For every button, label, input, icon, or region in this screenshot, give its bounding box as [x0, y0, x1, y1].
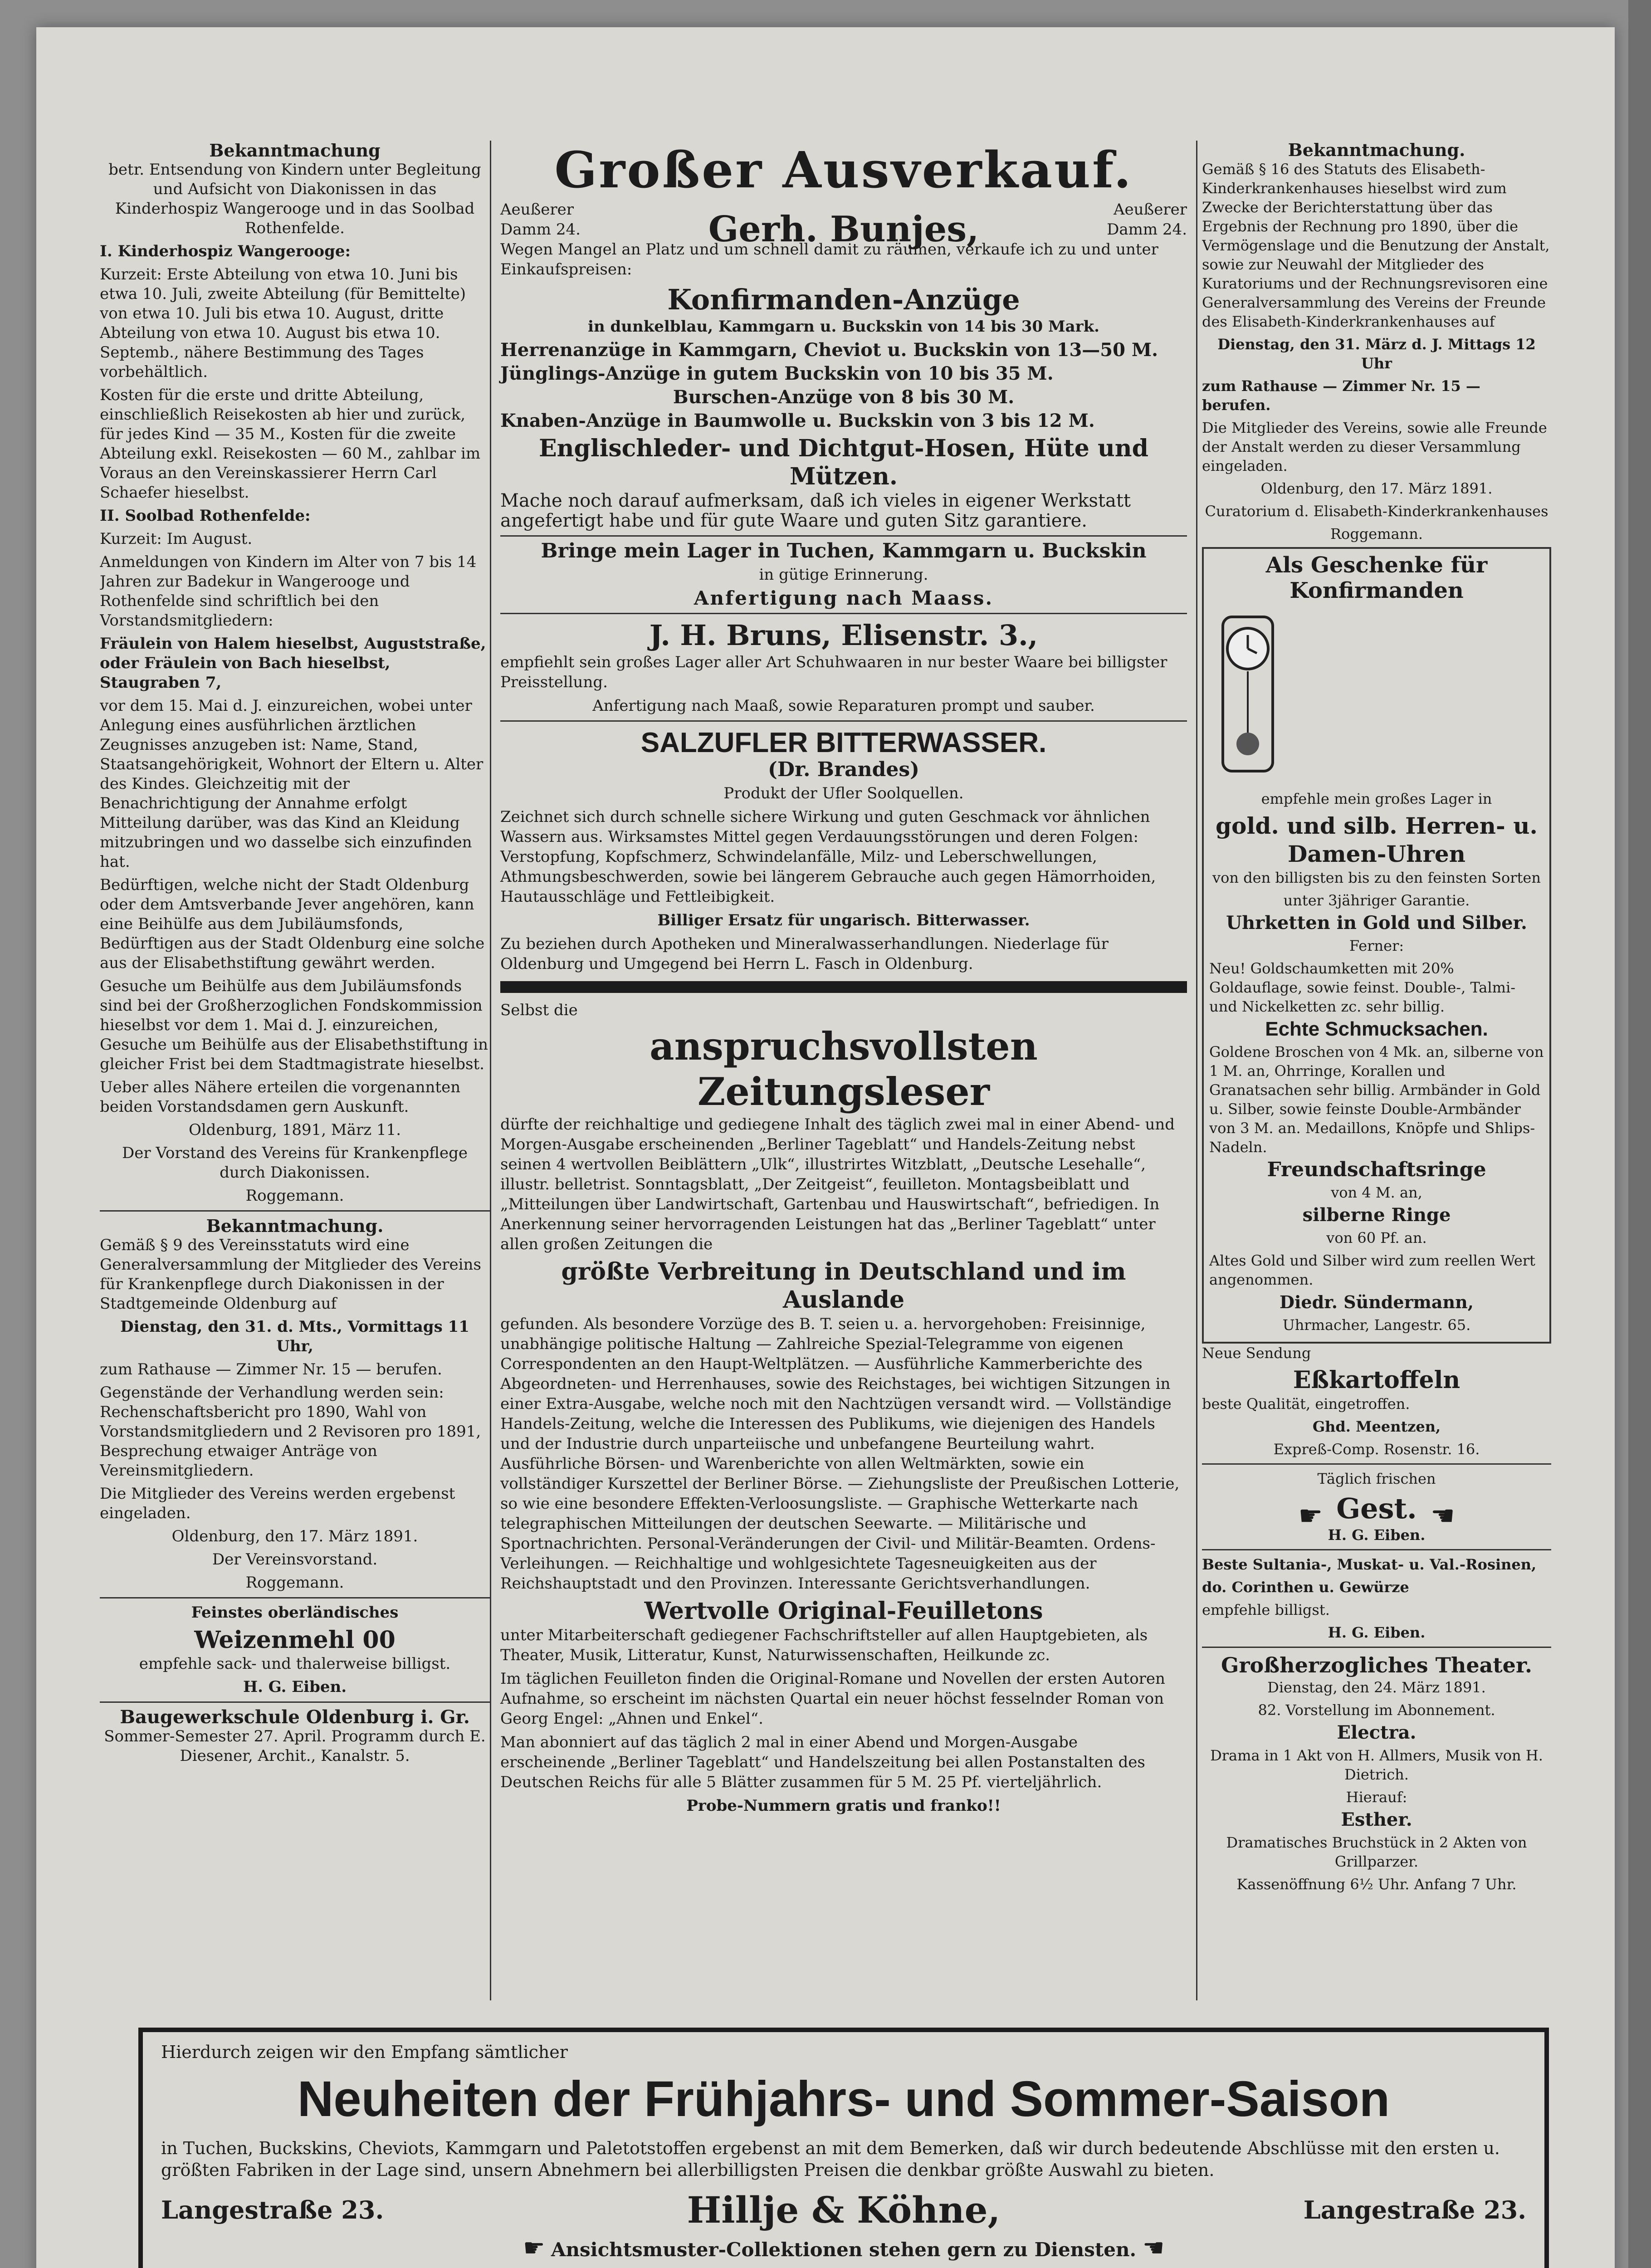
- notice-when: Dienstag, den 31. d. Mts., Vormittags 11 Uhr,: [120, 1318, 469, 1355]
- notice-text: Ueber alles Nähere erteilen die vorgenannten beiden Vorstandsdamen gern Auskunft.: [100, 1078, 461, 1116]
- divider: [1202, 1549, 1551, 1550]
- notice-text: Fräulein von Halem hieselbst, Auguststraße, oder Fräulein von Bach hieselbst, Staugraben 7,: [100, 635, 486, 692]
- watch-addr: Uhrmacher, Langestr. 65.: [1282, 1316, 1471, 1334]
- theater-title: Großherzogliches Theater.: [1221, 1653, 1532, 1677]
- watch-echte: Echte Schmucksachen.: [1265, 1018, 1488, 1040]
- notice-date: Oldenburg, den 17. März 1891.: [171, 1527, 418, 1545]
- notice-name: Roggemann.: [1330, 525, 1423, 543]
- notice-text: Die Mitglieder des Vereins, sowie alle Freunde der Anstalt werden zu dieser Versammlung eingeladen.: [1202, 419, 1547, 474]
- divider: [100, 1597, 490, 1598]
- right-column: [1202, 141, 1551, 2014]
- bottom-footer: Ansichtsmuster-Collektionen stehen gern zu Diensten.: [551, 2239, 1137, 2261]
- theater-line: 82. Vorstellung im Abonnement.: [1258, 1701, 1495, 1719]
- bottom-firm-left: Langestraße 23.: [161, 2195, 384, 2224]
- theater-line: Hierauf:: [1346, 1789, 1407, 1806]
- salzufler-text: Zeichnet sich durch schnelle sichere Wirkung und guten Geschmack vor ähnlichen Wassern aus. Wirksamstes Mittel gegen Verdauungsstörungen und deren Folgen: Verstopfung, Kopfschmerz, Schwindelanfälle, Milz- und Leberschwellungen, Athmungsbeschwerden, sowie bei längerem Gebrauche auch gegen Hämorrhoiden, Hautausschläge und Fettleibigkeit.: [500, 808, 1156, 906]
- clock-illustration: [1209, 608, 1286, 780]
- sale-text: Mache noch darauf aufmerksam, daß ich vieles in eigener Werkstatt angefertigt habe und für gute Waare und guten Sitz garantiere.: [500, 490, 1131, 531]
- ad-headline: Eßkartoffeln: [1293, 1366, 1460, 1394]
- theater-line: Kassenöffnung 6½ Uhr. Anfang 7 Uhr.: [1236, 1876, 1517, 1893]
- section-heading: II. Soolbad Rothenfelde:: [100, 507, 311, 525]
- notice-date: Oldenburg, den 17. März 1891.: [1260, 480, 1493, 497]
- ad-name: H. G. Eiben.: [1328, 1526, 1426, 1544]
- theater-line: Dramatisches Bruchstück in 2 Akten von Grillparzer.: [1226, 1834, 1527, 1870]
- theater-play: Electra.: [1337, 1722, 1417, 1743]
- ad-line: beste Qualität, eingetroffen.: [1202, 1395, 1410, 1413]
- sale-intro: Wegen Mangel an Platz und um schnell damit zu räumen, verkaufe ich zu und unter Einkaufspreisen:: [500, 240, 1158, 279]
- sale-firm: Gerh. Bunjes,: [708, 209, 979, 250]
- notice-text: Die Mitglieder des Vereins werden ergebenst eingeladen.: [100, 1485, 455, 1522]
- zl-text: dürfte der reichhaltige und gediegene Inhalt des täglich zwei mal in einer Abend- und Morgen-Ausgabe erscheinenden „Berliner Tageblatt“ und Handels-Zeitung nebst seinen 4 wertvollen Beiblättern „Ulk“, illustrirtes Witzblatt, „Deutsche Lesehalle“, illustr. belletrist. Sonntagsblatt, „Der Zeitgeist“, feuilleton. Montagsbeiblatt und „Mitteilungen über Landwirtschaft, Gartenbau und Hauswirtschaft“, befriedigen. In Anerkennung seiner hervorragenden Leistungen hat das „Berliner Tageblatt“ unter allen großen Zeitungen die: [500, 1115, 1175, 1253]
- watch-line: von 4 M. an,: [1331, 1184, 1422, 1201]
- ad-line: Expreß-Comp. Rosenstr. 16.: [1273, 1441, 1480, 1458]
- divider: [500, 720, 1187, 722]
- lager-mass: Anfertigung nach Maass.: [694, 587, 994, 609]
- watch-text: Neu! Goldschaumketten mit 20% Goldauflage, sowie feinst. Double-, Talmi- und Nickelketten zc. sehr billig.: [1209, 960, 1515, 1015]
- watch-silber: silberne Ringe: [1302, 1204, 1451, 1226]
- bruns-sub: Anfertigung nach Maaß, sowie Reparaturen prompt und sauber.: [592, 697, 1095, 715]
- ad-line: do. Corinthen u. Gewürze: [1202, 1579, 1409, 1596]
- divider: [100, 1210, 490, 1212]
- school-text: Sommer-Semester 27. April. Programm durch E. Diesener, Archit., Kanalstr. 5.: [104, 1727, 486, 1765]
- notice-date: Oldenburg, 1891, März 11.: [188, 1121, 401, 1139]
- notice-text: Anmeldungen von Kindern im Alter von 7 bis 14 Jahren zur Badekur in Wangerooge und Rothenfelde sind schriftlich bei den Vorstandsmitgliedern:: [100, 553, 477, 630]
- section-heading: I. Kinderhospiz Wangerooge:: [100, 242, 351, 260]
- ad-line: Feinstes oberländisches: [191, 1603, 399, 1622]
- notice-name: Roggemann.: [245, 1574, 344, 1592]
- bottom-intro: Hierdurch zeigen wir den Empfang sämtlicher: [161, 2042, 568, 2062]
- watch-line: von den billigsten bis zu den feinsten Sorten: [1212, 869, 1541, 886]
- notice-signature: Curatorium d. Elisabeth-Kinderkrankenhauses: [1205, 503, 1548, 520]
- watch-ferner: Ferner:: [1349, 937, 1404, 954]
- notice-text: vor dem 15. Mai d. J. einzureichen, wobei unter Anlegung eines ausführlichen ärztlichen Zeugnisses anzugeben ist: Name, Stand, Staatsangehörigkeit, Wohnort der Eltern u. Alter des Kindes. Gleichzeitig mit der Benachrichtigung der Annahme erfolgt Mitteilung darüber, was das Kind an Kleidung mitzubringen und wo dasselbe sich einzufinden hat.: [100, 697, 484, 871]
- notice-text: Bedürftigen, welche nicht der Stadt Oldenburg oder dem Amtsverbande Jever angehören, kann eine Beihülfe aus dem Jubiläumsfonds, Bedürftigen aus der Stadt Oldenburg eine solche aus der Elisabethstiftung gewährt werden.: [100, 876, 485, 972]
- salzufler-prod: Produkt der Ufler Soolquellen.: [723, 784, 964, 802]
- salzufler-end: Zu beziehen durch Apotheken und Mineralwasserhandlungen. Niederlage für Oldenburg und Umgegend bei Herrn L. Fasch in Oldenburg.: [500, 935, 1109, 973]
- bruns-title: J. H. Bruns, Elisenstr. 3.,: [649, 619, 1038, 652]
- notice-title: Bekanntmachung.: [206, 1216, 384, 1236]
- watch-line: von 60 Pf. an.: [1326, 1229, 1427, 1246]
- watch-name: Diedr. Sündermann,: [1280, 1292, 1474, 1312]
- sale-line: in dunkelblau, Kammgarn u. Buckskin von 14 bis 30 Mark.: [588, 318, 1099, 336]
- watch-line: empfehle mein großes Lager in: [1261, 790, 1492, 807]
- bottom-firm: Hillje & Köhne,: [687, 2189, 1001, 2231]
- school-title: Baugewerkschule Oldenburg i. Gr.: [120, 1706, 470, 1728]
- divider: [100, 1701, 490, 1703]
- zl-selbst: Selbst die: [500, 1001, 578, 1019]
- bottom-firm-right: Langestraße 23.: [1303, 2195, 1526, 2224]
- black-bar: [500, 981, 1187, 993]
- zl-text: gefunden. Als besondere Vorzüge des B. T. seien u. a. hervorgehoben: Freisinnige, unabhängige politische Haltung — Zahlreiche Spezial-Telegramme von eigenen Correspondenten an den Haupt-Weltplätzen. — Ausführliche Kammerberichte des Abgeordneten- und Herrenhauses, sowie des Reichstages, bei wichtigen Sitzungen in einer Extra-Ausgabe, welche noch mit den Nachtzügen versandt wird. — Vollständige Handels-Zeitung, welche die Interessen des Publikums, wie diejenigen des Handels und der Industrie durch unparteiische und unbefangene Beurteilung wahrt. Ausführliche Börsen- und Warenberichte von allen Weltmärkten, sowie ein vollständiger Kurszettel der Berliner Börse. — Ziehungsliste der Preußischen Lotterie, so wie eine besondere Effekten-Verloosungsliste. — Graphische Wetterkarte nach telegraphischen Mitteilungen der deutschen Seewarte. — Militärische und Sportnachrichten. Personal-Veränderungen der Civil- und Militär-Beamten. Ordens-Verleihungen. — Reichhaltige und wohlgesichtete Tagesneuigkeiten aus der Reichshauptstadt und den Provinzen. Interessante Gerichtsverhandlungen.: [500, 1315, 1180, 1593]
- zl-title: anspruchsvollsten Zeitungsleser: [650, 1024, 1038, 1114]
- watch-title: Als Geschenke für Konfirmanden: [1265, 552, 1488, 603]
- sale-address-left: Aeußerer Damm 24.: [500, 200, 581, 239]
- divider: [500, 535, 1187, 537]
- notice-text: Kurzeit: Erste Abteilung von etwa 10. Juni bis etwa 10. Juli, zweite Abteilung (für Bemittelte) von etwa 10. Juli bis etwa 10. August, dritte Abteilung von etwa 10. August bis etwa 10. Septemb., nähere Bestimmung des Tages vorbehältlich.: [100, 265, 466, 381]
- lager-line: Bringe mein Lager in Tuchen, Kammgarn u. Buckskin: [541, 539, 1147, 562]
- theater-line: Dienstag, den 24. März 1891.: [1267, 1679, 1486, 1696]
- notice-name: Roggemann.: [245, 1187, 344, 1205]
- sale-line: Knaben-Anzüge in Baumwolle u. Buckskin von 3 bis 12 M.: [500, 410, 1095, 431]
- zl-text: Im täglichen Feuilleton finden die Original-Romane und Novellen der ersten Autoren Aufnahme, so erscheint im nächsten Quartal ein neuer höchst fesselnder Roman von Georg Engel: „Ahnen und Enkel“.: [500, 1670, 1165, 1728]
- sale-headline: Englischleder- und Dichtgut-Hosen, Hüte und Mützen.: [539, 435, 1148, 490]
- notice-title: Bekanntmachung.: [1288, 141, 1465, 160]
- ad-line: empfehle billigst.: [1202, 1601, 1330, 1618]
- ad-name: H. G. Eiben.: [243, 1678, 347, 1696]
- notice-text: zum Rathause — Zimmer Nr. 15 — berufen.: [100, 1360, 442, 1378]
- notice-intro: betr. Entsendung von Kindern unter Begleitung und Aufsicht von Diakonissen in das Kinderhospiz Wangerooge und in das Soolbad Rothenfelde.: [108, 161, 481, 237]
- sale-line: Burschen-Anzüge von 8 bis 30 M.: [673, 386, 1015, 408]
- notice-text: Gegenstände der Verhandlung werden sein: Rechenschaftsbericht pro 1890, Wahl von Vorstandsmitgliedern und 2 Revisoren pro 1891, Besprechung etwaiger Anträge von Vereinsmitgliedern.: [100, 1383, 481, 1480]
- sale-headline: Konfirmanden-Anzüge: [667, 283, 1020, 316]
- notice-text: Kosten für die erste und dritte Abteilung, einschließlich Reisekosten ab hier und zurück, für jedes Kind — 35 M., Kosten für die zweite Abteilung exkl. Reisekosten — 60 M., zahlbar im Voraus an den Vereinskassierer Herrn Carl Schaefer hieselbst.: [100, 386, 481, 502]
- zl-headline: größte Verbreitung in Deutschland und im Auslande: [561, 1258, 1126, 1314]
- middle-column: [490, 141, 1197, 2000]
- watch-ad: [1202, 547, 1551, 1344]
- pointing-hand-icon: ☛: [523, 2234, 545, 2262]
- notice-where: zum Rathause — Zimmer Nr. 15 — berufen.: [1202, 377, 1480, 414]
- zl-text: unter Mitarbeiterschaft gediegener Fachschriftsteller auf allen Hauptgebieten, als Theater, Musik, Litteratur, Kunst, Naturwissenschaften, Heilkunde zc.: [500, 1626, 1148, 1664]
- notice-signature: Der Vorstand des Vereins für Krankenpflege durch Diakonissen.: [122, 1144, 468, 1182]
- notice-title: Bekanntmachung: [209, 141, 381, 161]
- left-column: [100, 141, 490, 2014]
- divider: [1202, 1463, 1551, 1465]
- pointing-hand-icon: ☛: [1298, 1500, 1323, 1532]
- sale-line: Herrenanzüge in Kammgarn, Cheviot u. Buckskin von 13—50 M.: [500, 339, 1158, 361]
- watch-headline: gold. und silb. Herren- u. Damen-Uhren: [1216, 812, 1538, 867]
- bottom-text: in Tuchen, Buckskins, Cheviots, Kammgarn und Paletotstoffen ergebenst an mit dem Bemerken, daß wir durch bedeutende Abschlüsse mit den ersten u. größten Fabriken in der Lage sind, unsern Abnehmern bei allerbilligsten Preisen die denkbar größte Auswahl zu bieten.: [161, 2138, 1500, 2180]
- divider: [500, 613, 1187, 614]
- lager-sub: in gütige Erinnerung.: [759, 566, 928, 584]
- bottom-title: Neuheiten der Frühjahrs- und Sommer-Saison: [297, 2071, 1390, 2127]
- ad-line: empfehle sack- und thalerweise billigst.: [139, 1655, 451, 1673]
- ad-headline: Gest.: [1336, 1492, 1417, 1525]
- salzufler-sub: (Dr. Brandes): [768, 758, 919, 781]
- zl-probe: Probe-Nummern gratis und franko!!: [686, 1797, 1001, 1815]
- bottom-ad: [138, 2028, 1549, 2268]
- theater-line: Drama in 1 Akt von H. Allmers, Musik von H. Dietrich.: [1210, 1747, 1543, 1783]
- ad-name: H. G. Eiben.: [1328, 1624, 1426, 1641]
- watch-freund: Freundschaftsringe: [1267, 1158, 1486, 1181]
- bruns-text: empfiehlt sein großes Lager aller Art Schuhwaaren in nur bester Waare bei billigster Preisstellung.: [500, 653, 1167, 691]
- notice-when: Dienstag, den 31. März d. J. Mittags 12 Uhr: [1217, 336, 1536, 372]
- theater-play: Esther.: [1341, 1809, 1412, 1830]
- ad-line: Beste Sultania-, Muskat- u. Val.-Rosinen,: [1202, 1556, 1537, 1573]
- ad-name: Ghd. Meentzen,: [1312, 1418, 1441, 1435]
- notice-signature: Der Vereinsvorstand.: [212, 1550, 378, 1569]
- ad-line: Neue Sendung: [1202, 1344, 1311, 1362]
- pointing-hand-icon: ☛: [1142, 2234, 1164, 2262]
- sale-title: Großer Ausverkauf.: [554, 141, 1133, 199]
- watch-chain: Uhrketten in Gold und Silber.: [1226, 912, 1527, 934]
- ad-line: Täglich frischen: [1317, 1470, 1436, 1487]
- sale-address-right: Aeußerer Damm 24.: [1107, 200, 1187, 239]
- divider: [1202, 1647, 1551, 1648]
- sale-line: Jünglings-Anzüge in gutem Buckskin von 10 bis 35 M.: [500, 363, 1054, 384]
- zl-feuilleton: Wertvolle Original-Feuilletons: [644, 1597, 1043, 1625]
- page-edge: [1628, 0, 1651, 2268]
- notice-text: Gemäß § 9 des Vereinsstatuts wird eine Generalversammlung der Mitglieder des Vereins für Krankenpflege durch Diakonissen in der Stadtgemeinde Oldenburg auf: [100, 1236, 481, 1313]
- notice-text: Gesuche um Beihülfe aus dem Jubiläumsfonds sind bei der Großherzoglichen Fondskommission hieselbst vor dem 1. Mai d. J. einzureichen, Gesuche um Beihülfe aus der Elisabethstiftung in gleicher Frist bei dem Stadtmagistrate hieselbst.: [100, 977, 488, 1073]
- watch-text: Altes Gold und Silber wird zum reellen Wert angenommen.: [1209, 1252, 1535, 1288]
- salzufler-ersatz: Billiger Ersatz für ungarisch. Bitterwasser.: [657, 911, 1030, 929]
- notice-text: Kurzeit: Im August.: [100, 530, 253, 548]
- salzufler-title: SALZUFLER BITTERWASSER.: [640, 727, 1047, 758]
- ad-headline: Weizenmehl 00: [194, 1626, 396, 1654]
- notice-text: Gemäß § 16 des Statuts des Elisabeth-Kinderkrankenhauses hieselbst wird zum Zwecke der Berichterstattung über das Ergebnis der Rechnung pro 1890, über die Vermögenslage und die Benutzung der Anstalt, sowie zur Neuwahl der Mitglieder des Kuratoriums und der Rechnungsrevisoren eine Generalversammlung des Vereins der Freunde des Elisabeth-Kinderkrankenhauses auf: [1202, 161, 1550, 330]
- pointing-hand-icon: ☛: [1430, 1500, 1455, 1532]
- zl-text: Man abonniert auf das täglich 2 mal in einer Abend und Morgen-Ausgabe erscheinende „Berliner Tageblatt“ und Handelszeitung bei allen Postanstalten des Deutschen Reichs für alle 5 Blätter zusammen für 5 M. 25 Pf. vierteljährlich.: [500, 1733, 1145, 1791]
- watch-text: Goldene Broschen von 4 Mk. an, silberne von 1 M. an, Ohrringe, Korallen und Granatsachen sehr billig. Armbänder in Gold u. Silber, sowie feinste Double-Armbänder von 3 M. an. Medaillons, Knöpfe und Shlips-Nadeln.: [1209, 1043, 1544, 1156]
- watch-line: unter 3jähriger Garantie.: [1283, 892, 1470, 909]
